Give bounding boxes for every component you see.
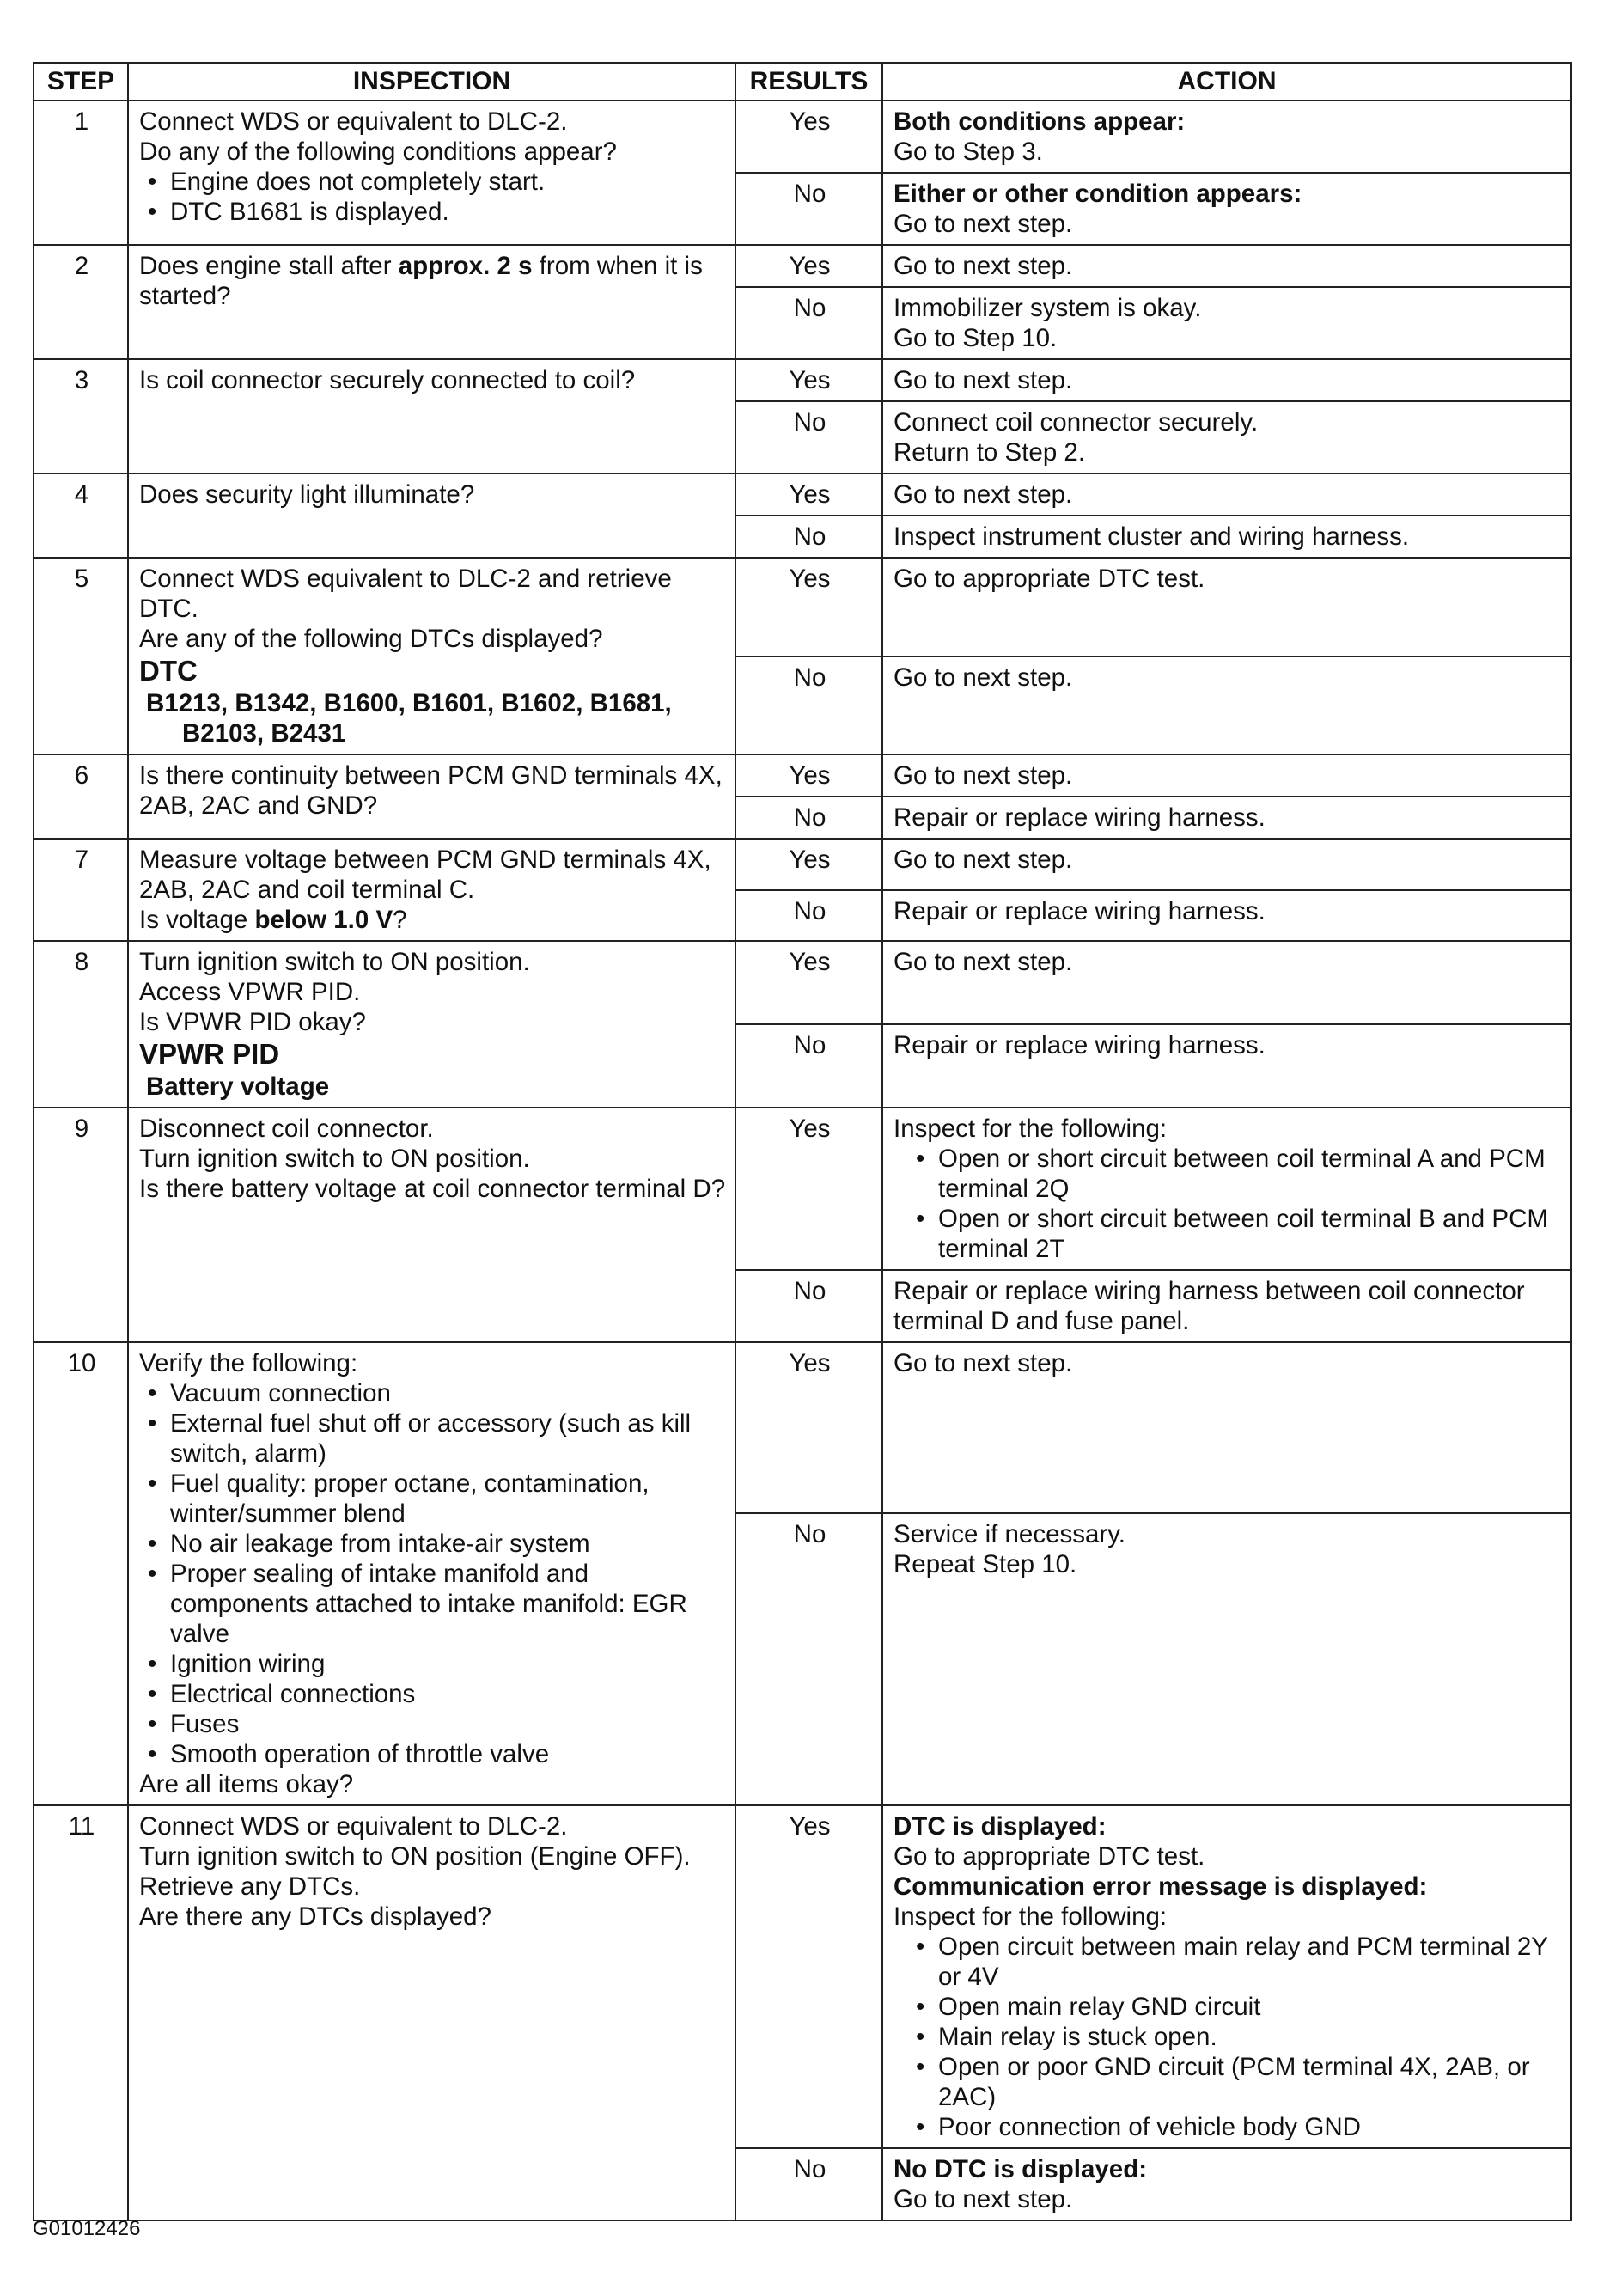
inspection-emphasis: below 1.0 V: [254, 906, 393, 934]
step-number: 5: [34, 558, 128, 754]
verify-item: • Electrical connections: [170, 1679, 726, 1709]
dtc-heading: DTC: [139, 655, 198, 687]
action-no: [882, 287, 1571, 359]
action-no: Repair or replace wiring harness.: [882, 797, 1571, 839]
action-no: [882, 401, 1571, 473]
step-10-yes-row: [34, 1342, 1571, 1513]
inspection-line: Turn ignition switch to ON position.: [139, 948, 530, 976]
verify-item: • Fuses: [170, 1709, 726, 1739]
result-yes: Yes: [735, 101, 882, 173]
condition-item: • DTC B1681 is displayed.: [170, 197, 726, 227]
action-text: Go to appropriate DTC test.: [893, 1842, 1205, 1871]
verify-item: • External fuel shut off or accessory (such as kill switch, alarm): [170, 1408, 726, 1469]
inspection-emphasis: approx. 2 s: [398, 252, 533, 280]
action-text: Return to Step 2.: [893, 438, 1086, 467]
inspection-line: Connect WDS or equivalent to DLC-2.: [139, 1812, 568, 1841]
step-number: 6: [34, 754, 128, 839]
step-number: 4: [34, 473, 128, 558]
step-number: 11: [34, 1805, 128, 2220]
inspect-list: [893, 1144, 1562, 1264]
result-yes: Yes: [735, 1342, 882, 1513]
inspect-item: • Main relay is stuck open.: [938, 2022, 1562, 2052]
result-no: No: [735, 401, 882, 473]
inspection-text: from when it is started?: [139, 252, 703, 310]
step-11-yes-row: [34, 1805, 1571, 2148]
step-3-yes-row: [34, 359, 1571, 401]
condition-item: • Engine does not completely start.: [170, 167, 726, 197]
inspection-line: [139, 905, 726, 935]
result-no: No: [735, 797, 882, 839]
condition-list: [139, 167, 726, 227]
inspect-item: • Open circuit between main relay and PCM terminal 2Y or 4V: [938, 1932, 1562, 1992]
inspection-line: Is VPWR PID okay?: [139, 1008, 366, 1036]
inspect-item: • Open main relay GND circuit: [938, 1992, 1562, 2022]
inspection-text: Does engine stall after: [139, 252, 399, 280]
step-2-yes-row: [34, 245, 1571, 287]
step-number: 7: [34, 839, 128, 941]
action-heading: No DTC is displayed:: [893, 2155, 1148, 2183]
result-no: No: [735, 287, 882, 359]
action-text: Inspect for the following:: [893, 1902, 1168, 1931]
result-yes: Yes: [735, 1108, 882, 1270]
step-7-yes-row: [34, 839, 1571, 890]
inspect-list: [893, 1932, 1562, 2142]
inspection-line: Turn ignition switch to ON position (Engine OFF).: [139, 1842, 691, 1871]
inspect-item: • Open or poor GND circuit (PCM terminal 4X, 2AB, or 2AC): [938, 2052, 1562, 2112]
inspection-line: Turn ignition switch to ON position.: [139, 1145, 530, 1173]
diagnostic-table: [33, 62, 1572, 2221]
action-no: [882, 173, 1571, 245]
step-4-yes-row: [34, 473, 1571, 516]
step-inspection: [128, 839, 735, 941]
result-no: No: [735, 173, 882, 245]
header-results: RESULTS: [735, 63, 882, 101]
dtc-codes: B2103, B2431: [182, 719, 346, 748]
action-text: Repeat Step 10.: [893, 1549, 1077, 1578]
inspection-text: Is voltage: [139, 906, 255, 934]
action-heading: Either or other condition appears:: [893, 180, 1302, 208]
inspection-line: Retrieve any DTCs.: [139, 1872, 361, 1901]
inspection-line: Access VPWR PID.: [139, 978, 361, 1006]
action-yes: Go to next step.: [882, 839, 1571, 890]
inspection-line: Connect WDS equivalent to DLC-2 and retrieve DTC.: [139, 565, 672, 623]
result-yes: Yes: [735, 1805, 882, 2148]
step-number: 10: [34, 1342, 128, 1805]
inspection-line: Are there any DTCs displayed?: [139, 1902, 491, 1931]
inspect-item: • Poor connection of vehicle body GND: [938, 2112, 1562, 2142]
header-step: STEP: [34, 63, 128, 101]
dtc-list: [139, 688, 726, 748]
verify-item: • Proper sealing of intake manifold and components attached to intake manifold: EGR valve: [170, 1559, 726, 1649]
pid-heading: VPWR PID: [139, 1038, 280, 1070]
action-yes: [882, 101, 1571, 173]
inspection-line: Do any of the following conditions appear?: [139, 137, 617, 166]
action-no: Repair or replace wiring harness.: [882, 1024, 1571, 1108]
action-no: Repair or replace wiring harness.: [882, 890, 1571, 942]
action-yes: Go to next step.: [882, 754, 1571, 797]
result-yes: Yes: [735, 839, 882, 890]
action-text: Inspect for the following:: [893, 1114, 1168, 1143]
step-inspection: [128, 1108, 735, 1342]
result-no: No: [735, 890, 882, 942]
action-yes: [882, 1108, 1571, 1270]
step-8-yes-row: [34, 941, 1571, 1024]
inspection-line: Are any of the following DTCs displayed?: [139, 625, 603, 653]
action-heading: DTC is displayed:: [893, 1812, 1107, 1841]
result-no: No: [735, 1024, 882, 1108]
action-text: Go to Step 3.: [893, 137, 1043, 166]
inspection-line: Is there battery voltage at coil connector terminal D?: [139, 1175, 726, 1203]
step-inspection: [128, 1805, 735, 2220]
inspection-line: Disconnect coil connector.: [139, 1114, 434, 1143]
step-inspection: [128, 1342, 735, 1805]
result-no: No: [735, 656, 882, 755]
action-text: Go to next step.: [893, 2185, 1073, 2214]
step-inspection: [128, 941, 735, 1108]
action-yes: [882, 1805, 1571, 2148]
dtc-codes: B1213, B1342, B1600, B1601, B1602, B1681,: [146, 689, 672, 718]
verify-list: [139, 1378, 726, 1769]
step-inspection: [128, 558, 735, 754]
inspection-line: Connect WDS or equivalent to DLC-2.: [139, 107, 568, 136]
action-heading: Communication error message is displayed:: [893, 1872, 1428, 1901]
result-no: No: [735, 2148, 882, 2220]
step-number: 8: [34, 941, 128, 1108]
step-9-yes-row: [34, 1108, 1571, 1270]
inspect-item: • Open or short circuit between coil terminal A and PCM terminal 2Q: [938, 1144, 1562, 1204]
step-number: 2: [34, 245, 128, 359]
result-yes: Yes: [735, 359, 882, 401]
header-row: [34, 63, 1571, 101]
verify-item: • Vacuum connection: [170, 1378, 726, 1408]
verify-item: • Ignition wiring: [170, 1649, 726, 1679]
action-heading: Both conditions appear:: [893, 107, 1186, 136]
step-1-yes-row: [34, 101, 1571, 173]
action-no: Repair or replace wiring harness between coil connector terminal D and fuse panel.: [882, 1270, 1571, 1342]
step-number: 3: [34, 359, 128, 473]
action-yes: Go to next step.: [882, 1342, 1571, 1513]
step-inspection: Is coil connector securely connected to coil?: [128, 359, 735, 473]
action-yes: Go to appropriate DTC test.: [882, 558, 1571, 656]
verify-item: • No air leakage from intake-air system: [170, 1529, 726, 1559]
action-yes: Go to next step.: [882, 941, 1571, 1024]
result-yes: Yes: [735, 473, 882, 516]
action-yes: Go to next step.: [882, 359, 1571, 401]
inspection-line: Verify the following:: [139, 1349, 358, 1377]
verify-item: • Fuel quality: proper octane, contamination, winter/summer blend: [170, 1469, 726, 1529]
step-5-yes-row: [34, 558, 1571, 656]
result-yes: Yes: [735, 754, 882, 797]
step-number: 9: [34, 1108, 128, 1342]
action-no: [882, 2148, 1571, 2220]
step-number: 1: [34, 101, 128, 245]
verify-item: • Smooth operation of throttle valve: [170, 1739, 726, 1769]
action-text: Connect coil connector securely.: [893, 408, 1259, 437]
pid-value: Battery voltage: [146, 1072, 330, 1101]
document-id: G01012426: [33, 2217, 141, 2240]
header-inspection: INSPECTION: [128, 63, 735, 101]
action-yes: Go to next step.: [882, 245, 1571, 287]
inspection-text: ?: [393, 906, 407, 934]
inspection-line: Measure voltage between PCM GND terminals 4X, 2AB, 2AC and coil terminal C.: [139, 846, 711, 904]
action-no: Inspect instrument cluster and wiring harness.: [882, 516, 1571, 558]
step-inspection: Does security light illuminate?: [128, 473, 735, 558]
action-no: Go to next step.: [882, 656, 1571, 755]
result-yes: Yes: [735, 558, 882, 656]
header-action: ACTION: [882, 63, 1571, 101]
inspect-item: • Open or short circuit between coil terminal B and PCM terminal 2T: [938, 1204, 1562, 1264]
action-yes: Go to next step.: [882, 473, 1571, 516]
action-text: Immobilizer system is okay.: [893, 294, 1202, 322]
inspection-line: Are all items okay?: [139, 1770, 354, 1798]
step-inspection: Is there continuity between PCM GND terminals 4X, 2AB, 2AC and GND?: [128, 754, 735, 839]
result-yes: Yes: [735, 941, 882, 1024]
result-no: No: [735, 1270, 882, 1342]
step-inspection: [128, 245, 735, 359]
action-text: Go to Step 10.: [893, 324, 1058, 352]
result-yes: Yes: [735, 245, 882, 287]
action-text: Service if necessary.: [893, 1519, 1125, 1548]
result-no: No: [735, 516, 882, 558]
action-no: [882, 1513, 1571, 1805]
step-inspection: [128, 101, 735, 245]
step-6-yes-row: [34, 754, 1571, 797]
result-no: No: [735, 1513, 882, 1805]
action-text: Go to next step.: [893, 210, 1073, 238]
